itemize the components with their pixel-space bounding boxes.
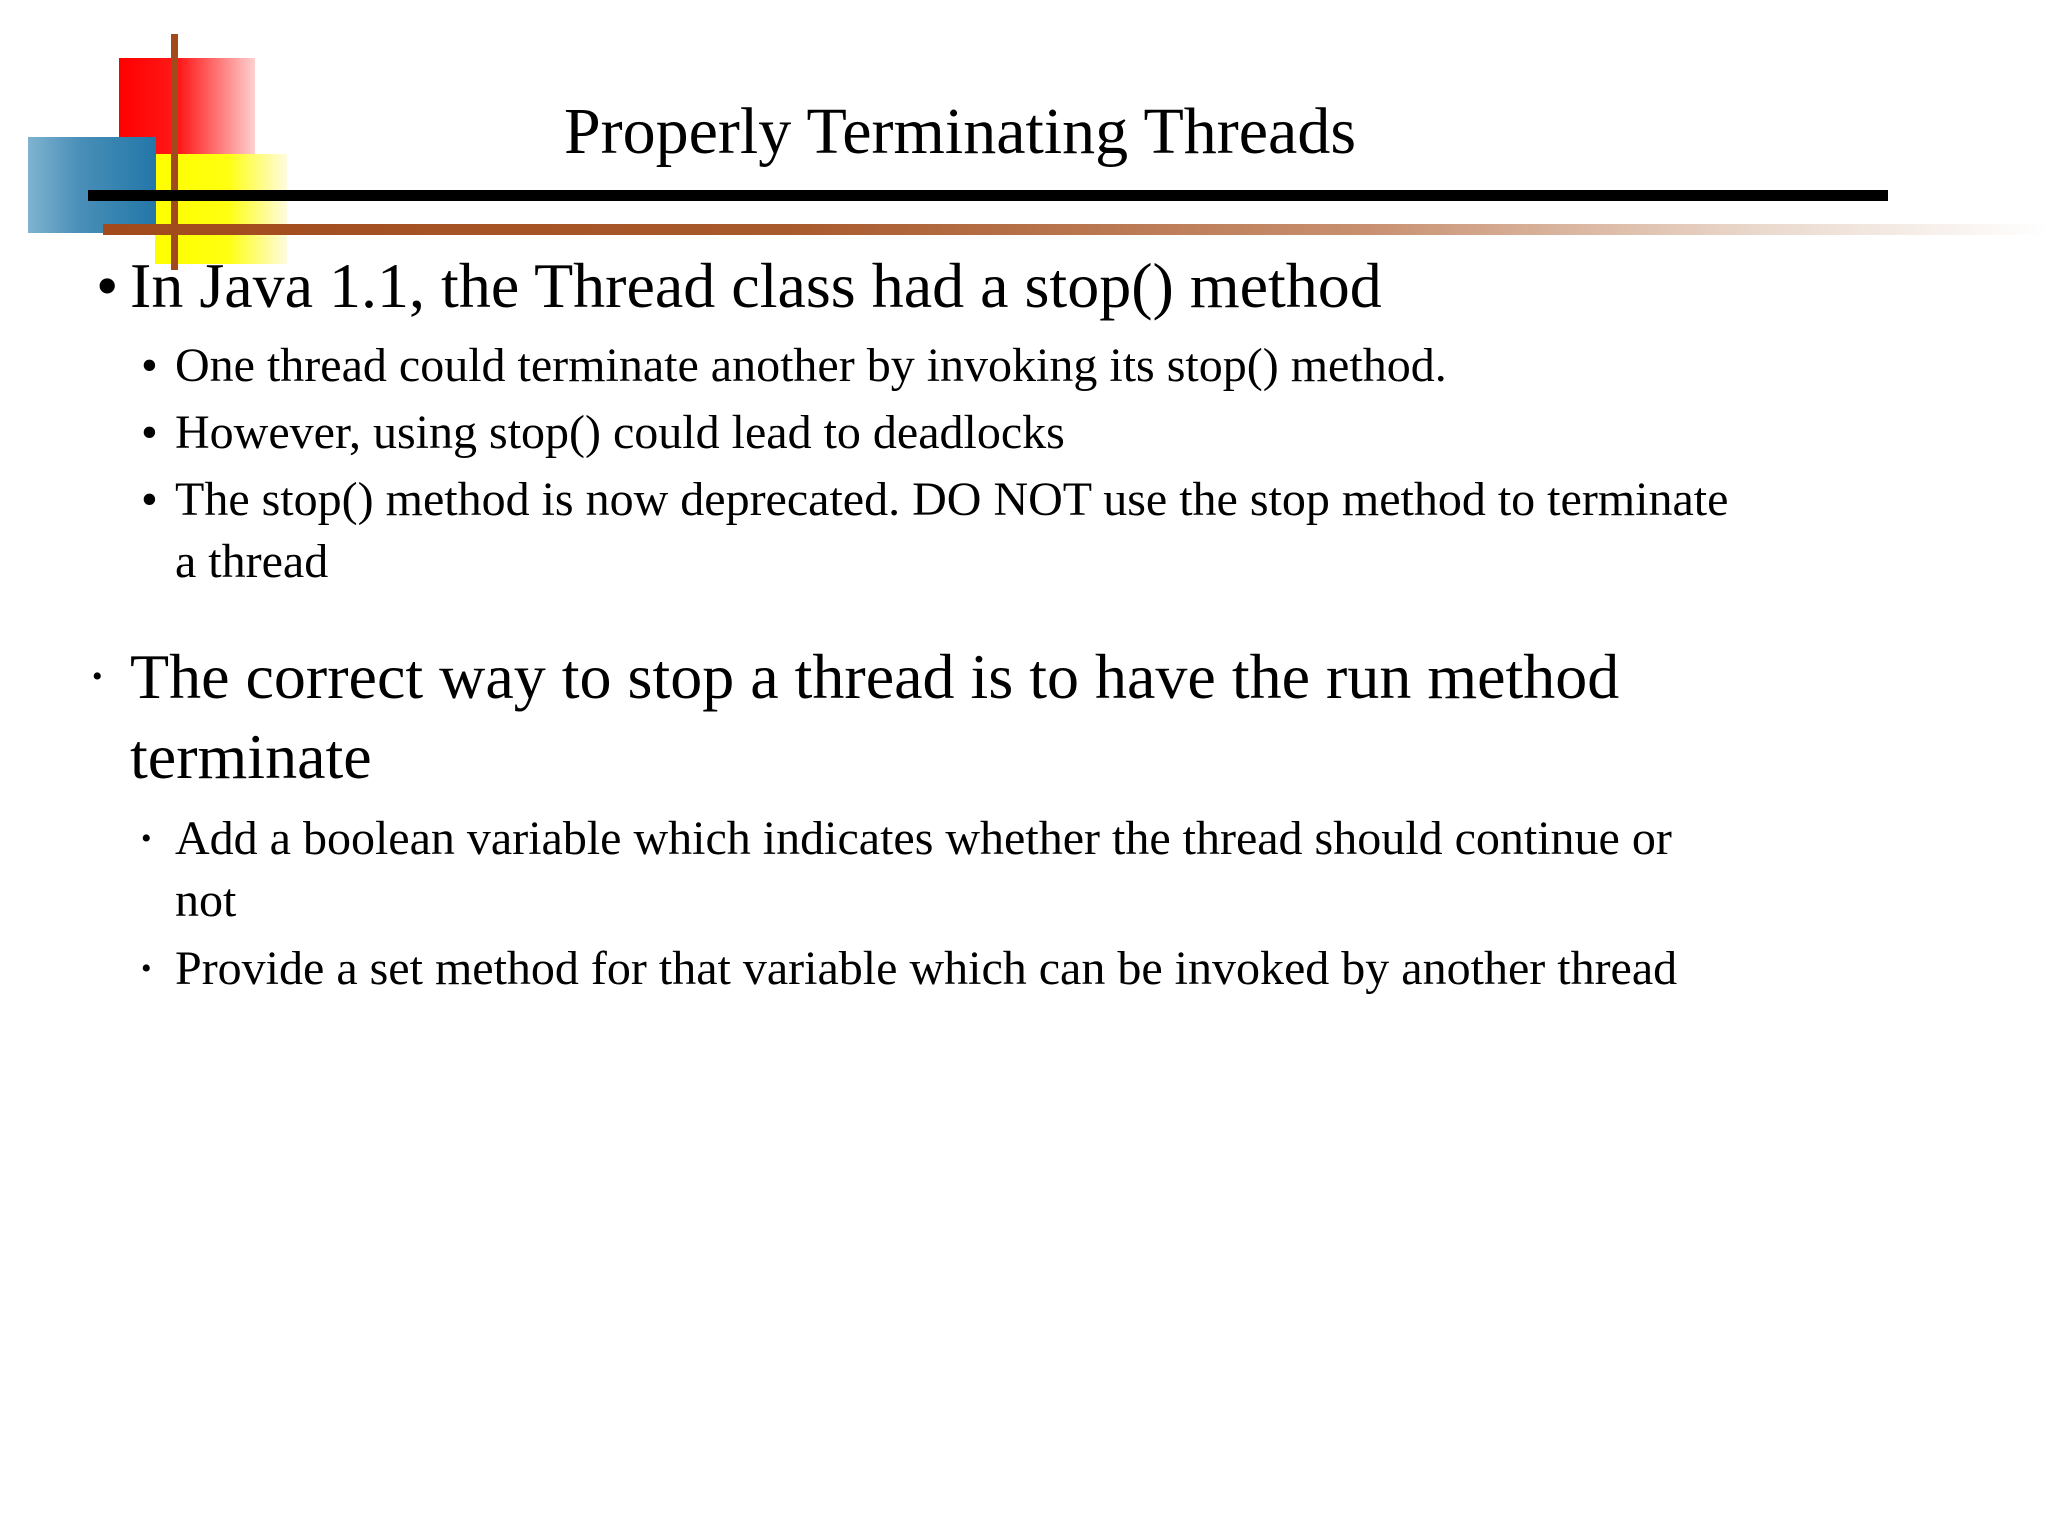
bullet-text: The stop() method is now deprecated. DO NOT use the stop method to terminate [175, 473, 1729, 526]
bullet-marker: • [92, 660, 103, 693]
bullet-marker: • [141, 822, 152, 855]
bullet-text: However, using stop() could lead to deadlocks [175, 406, 1065, 459]
bullet-marker: • [141, 952, 152, 985]
bullet-text: Provide a set method for that variable which can be invoked by another thread [175, 942, 1678, 995]
bullet-text-continued: not [175, 874, 237, 927]
bullet-marker: • [141, 406, 158, 459]
bullet-text: One thread could terminate another by invoking its stop() method. [175, 339, 1447, 392]
bullet-text: In Java 1.1, the Thread class had a stop() method [130, 250, 1382, 321]
bullet-text-continued: a thread [175, 535, 329, 588]
bullet-marker: • [96, 250, 119, 321]
bullet-text-continued: terminate [130, 721, 372, 792]
bullet-marker: • [141, 473, 158, 526]
brown-rule-decoration [103, 224, 2048, 235]
title-underline [88, 190, 1888, 201]
bullet-text: The correct way to stop a thread is to have the run method [130, 641, 1620, 712]
bullet-marker: • [141, 339, 158, 392]
slide-title: Properly Terminating Threads [563, 95, 1357, 168]
bullet-text: Add a boolean variable which indicates whether the thread should continue or [175, 812, 1672, 865]
